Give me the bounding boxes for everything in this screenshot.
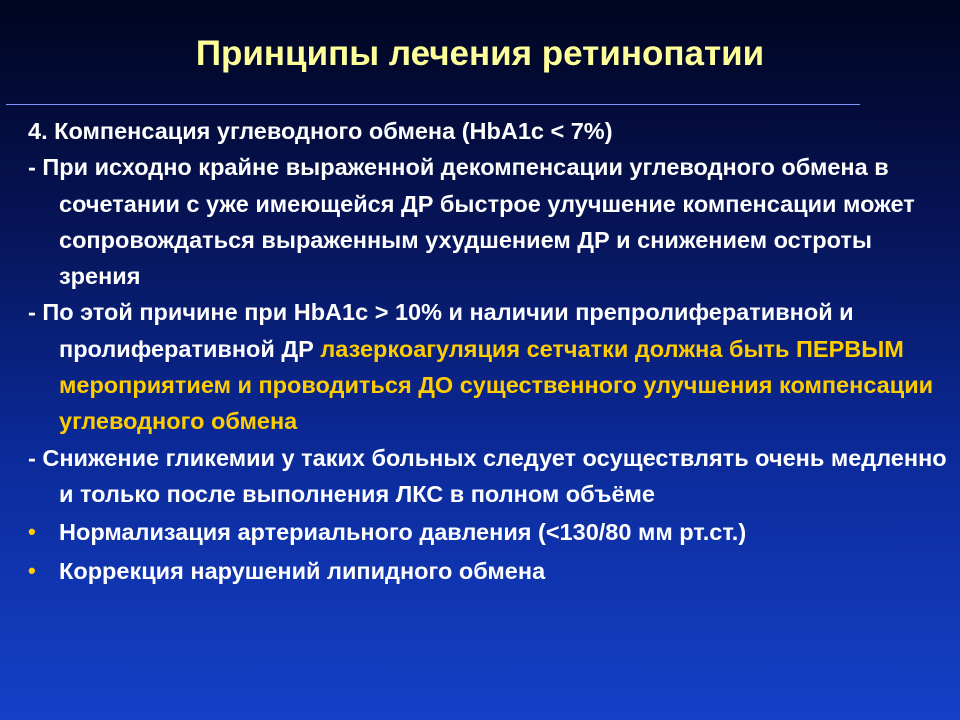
dash-item-laser-lead: - По этой причине при HbA1c > 10% и наличии препролиферативной и пролиферативной ДР	[28, 299, 854, 362]
bullet-icon: •	[28, 519, 36, 545]
bullet-item-blood-pressure	[28, 514, 948, 550]
section-heading: 4. Компенсация углеводного обмена (HbA1c < 7%)	[28, 118, 613, 144]
bullet-text: Нормализация артериального давления (<130/80 мм рт.ст.)	[59, 519, 747, 546]
bullet-item-lipids	[28, 553, 948, 589]
highlighted-text: лазеркоагуляция сетчатки должна быть ПЕРВЫМ мероприятием и проводиться ДО существенного улучшения компенсации углеводного обмена	[59, 335, 934, 435]
dash-item-laser-first	[28, 294, 948, 439]
bullet-text: Коррекция нарушений липидного обмена	[59, 557, 546, 584]
dash-item-glycemia: - Снижение гликемии у таких больных следует осуществлять очень медленно и только после выполнения ЛКС в полном объёме	[28, 444, 947, 507]
title-divider	[6, 104, 860, 105]
bullet-icon: •	[28, 557, 36, 583]
slide-body	[28, 113, 948, 589]
slide-title: Принципы лечения ретинопатии	[195, 34, 765, 73]
dash-item-decompensation: - При исходно крайне выраженной декомпенсации углеводного обмена в сочетании с уже имеющейся ДР быстрое улучшение компенсации может сопровождаться выраженным ухудшением ДР и снижением остроты зрения	[28, 154, 915, 290]
